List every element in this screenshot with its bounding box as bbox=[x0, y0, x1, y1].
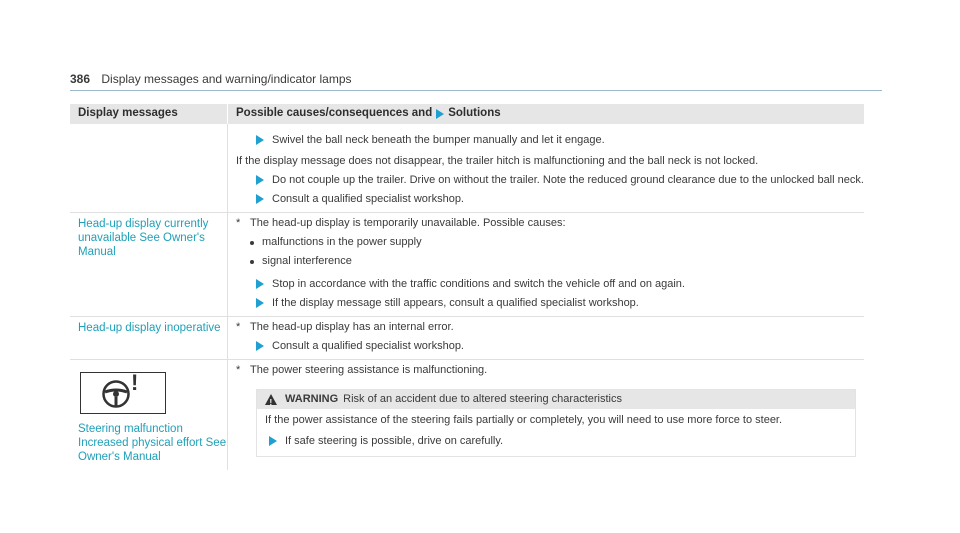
solution-arrow-icon bbox=[256, 279, 264, 289]
warning-title: Risk of an accident due to altered steering characteristics bbox=[343, 393, 622, 405]
step-text: If safe steering is possible, drive on carefully. bbox=[285, 435, 504, 447]
page-number: 386 bbox=[70, 72, 91, 86]
cause-text: If the display message does not disappear, the trailer hitch is malfunctioning and the ball neck is not locked. bbox=[236, 155, 759, 167]
cause-line bbox=[236, 217, 864, 230]
page-header bbox=[70, 72, 352, 86]
display-messages-table bbox=[70, 104, 864, 470]
solution-step bbox=[256, 297, 864, 310]
display-message: Head-up display currently unavailable See Owner's Manual bbox=[78, 218, 209, 258]
message-cell bbox=[70, 213, 228, 316]
solution-cell bbox=[228, 317, 864, 359]
solution-step bbox=[256, 134, 864, 147]
footnote-star: * bbox=[236, 217, 241, 229]
warning-label: WARNING bbox=[285, 393, 339, 405]
warning-header bbox=[257, 390, 855, 409]
bullet-text: signal interference bbox=[262, 255, 352, 267]
footnote-star: * bbox=[236, 364, 241, 376]
page-title: Display messages and warning/indicator lamps bbox=[101, 72, 352, 86]
solution-step bbox=[256, 278, 864, 291]
bullet-icon bbox=[250, 260, 254, 264]
step-text: Consult a qualified specialist workshop. bbox=[272, 193, 464, 205]
display-message: Head-up display inoperative bbox=[78, 322, 221, 334]
solution-step bbox=[256, 174, 864, 187]
steering-warning-icon bbox=[80, 372, 166, 414]
cause-text: The power steering assistance is malfunctioning. bbox=[250, 364, 488, 376]
warning-text: If the power assistance of the steering fails partially or completely, you will need to use more force to steer. bbox=[265, 414, 783, 426]
col-header-causes-label: Possible causes/consequences and bbox=[236, 107, 433, 119]
footnote-star: * bbox=[236, 321, 241, 333]
solution-cell bbox=[228, 213, 864, 316]
solution-arrow-icon bbox=[256, 135, 264, 145]
solution-arrow-icon bbox=[256, 298, 264, 308]
warning-triangle-icon: ! bbox=[265, 394, 277, 405]
message-cell bbox=[70, 317, 228, 359]
display-message: Steering malfunction Increased physical effort See Owner's Manual bbox=[78, 423, 227, 463]
solution-step bbox=[256, 340, 864, 353]
solution-cell bbox=[228, 124, 864, 212]
steering-wheel-icon bbox=[101, 379, 131, 409]
solution-cell bbox=[228, 360, 864, 470]
solution-arrow-icon bbox=[256, 194, 264, 204]
col-header-causes bbox=[228, 104, 864, 124]
table-row bbox=[70, 213, 864, 317]
solution-arrow-icon bbox=[256, 341, 264, 351]
warning-box bbox=[256, 389, 856, 457]
table-row bbox=[70, 124, 864, 213]
exclamation-icon: ! bbox=[131, 370, 139, 395]
step-text: Consult a qualified specialist workshop. bbox=[272, 340, 464, 352]
header-rule bbox=[70, 90, 882, 91]
solution-arrow-icon bbox=[269, 436, 277, 446]
solution-step bbox=[269, 435, 847, 448]
cause-text: The head-up display has an internal error. bbox=[250, 321, 454, 333]
list-item bbox=[250, 236, 864, 249]
cause-text: The head-up display is temporarily unavailable. Possible causes: bbox=[250, 217, 566, 229]
message-cell bbox=[70, 360, 228, 470]
table-row bbox=[70, 360, 864, 470]
table-row bbox=[70, 317, 864, 360]
warning-body bbox=[257, 409, 855, 456]
cause-line bbox=[236, 321, 864, 334]
step-text: Swivel the ball neck beneath the bumper manually and let it engage. bbox=[272, 134, 605, 146]
list-item bbox=[250, 255, 864, 268]
col-header-messages: Display messages bbox=[70, 104, 228, 124]
step-text: Do not couple up the trailer. Drive on without the trailer. Note the reduced ground clearance due to the unlocked ball neck. bbox=[272, 174, 864, 186]
message-cell bbox=[70, 124, 228, 212]
bullet-icon bbox=[250, 241, 254, 245]
step-text: If the display message still appears, consult a qualified specialist workshop. bbox=[272, 297, 639, 309]
step-text: Stop in accordance with the traffic conditions and switch the vehicle off and on again. bbox=[272, 278, 685, 290]
table-header bbox=[70, 104, 864, 124]
col-header-solutions-label: Solutions bbox=[448, 107, 501, 119]
bullet-text: malfunctions in the power supply bbox=[262, 236, 422, 248]
solution-step bbox=[256, 193, 864, 206]
solution-arrow-icon bbox=[256, 175, 264, 185]
cause-line bbox=[236, 364, 864, 377]
solution-arrow-icon bbox=[436, 109, 444, 119]
